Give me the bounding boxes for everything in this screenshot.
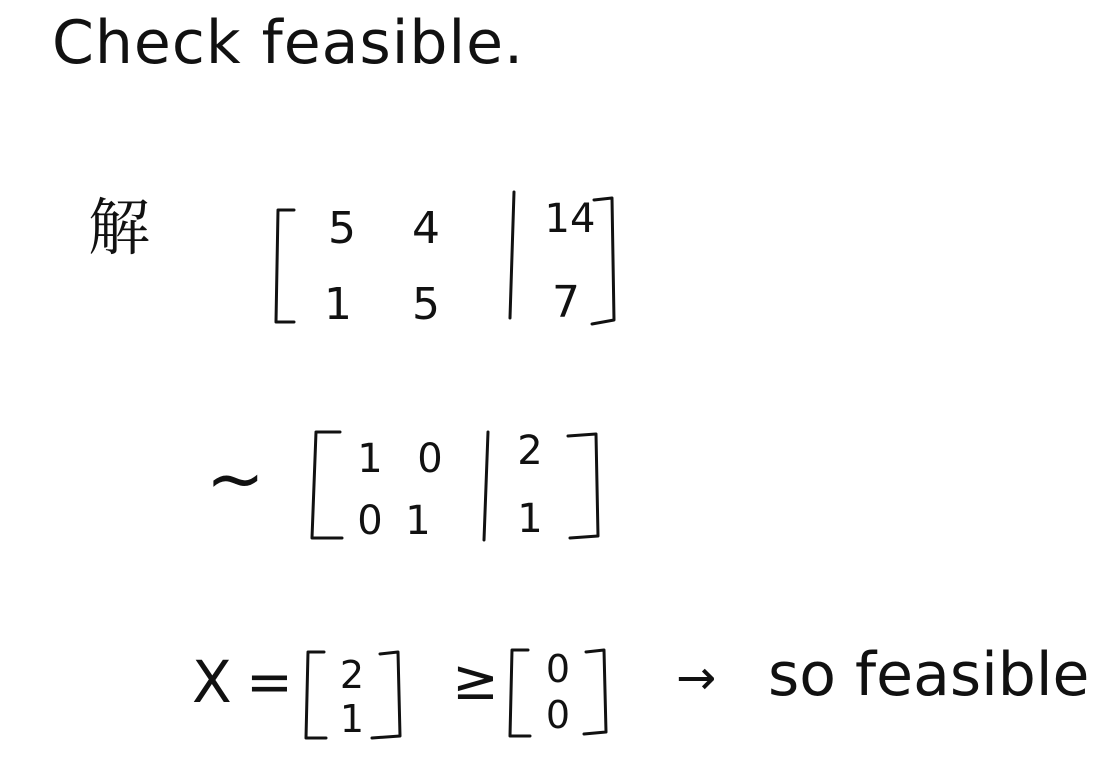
step1-left-bracket — [276, 210, 294, 322]
heading-text: Check feasible. — [52, 8, 525, 78]
step2-cell-r2c2: 1 — [405, 498, 431, 544]
x-vector-left-bracket — [306, 652, 326, 738]
step1-rhs-r1: 14 — [544, 196, 596, 242]
variable-x: X — [192, 648, 232, 716]
conclusion-text: so feasible — [768, 640, 1090, 710]
step2-cell-r2c1: 0 — [357, 498, 383, 544]
step1-rhs-r2: 7 — [552, 277, 580, 328]
zero-vector-right-bracket — [584, 650, 606, 734]
step2-separator — [484, 432, 488, 540]
step2-right-bracket — [568, 434, 598, 538]
equals-sign: = — [246, 650, 293, 715]
step1-cell-r1c2: 4 — [412, 203, 440, 254]
step2-rhs-r1: 2 — [517, 428, 543, 474]
step2-left-bracket — [312, 432, 342, 538]
implies-arrow-icon: → — [676, 650, 717, 706]
geq-sign: ≥ — [452, 648, 499, 713]
x-vector-entry-2: 1 — [339, 697, 365, 741]
step1-cell-r2c1: 1 — [324, 279, 352, 330]
step1-cell-r1c1: 5 — [328, 203, 356, 254]
zero-vector-left-bracket — [510, 650, 530, 736]
step2-rhs-r2: 1 — [517, 496, 543, 542]
step1-separator — [510, 192, 514, 318]
row-equivalent-symbol: ~ — [206, 438, 265, 520]
step1-cell-r2c2: 5 — [412, 279, 440, 330]
step2-cell-r1c1: 1 — [357, 436, 383, 482]
solve-label: 解 — [88, 191, 151, 264]
step2-cell-r1c2: 0 — [417, 436, 443, 482]
x-vector-entry-1: 2 — [339, 653, 365, 697]
zero-vector-entry-2: 0 — [545, 693, 571, 737]
zero-vector-entry-1: 0 — [545, 647, 571, 691]
x-vector-right-bracket — [372, 652, 400, 738]
